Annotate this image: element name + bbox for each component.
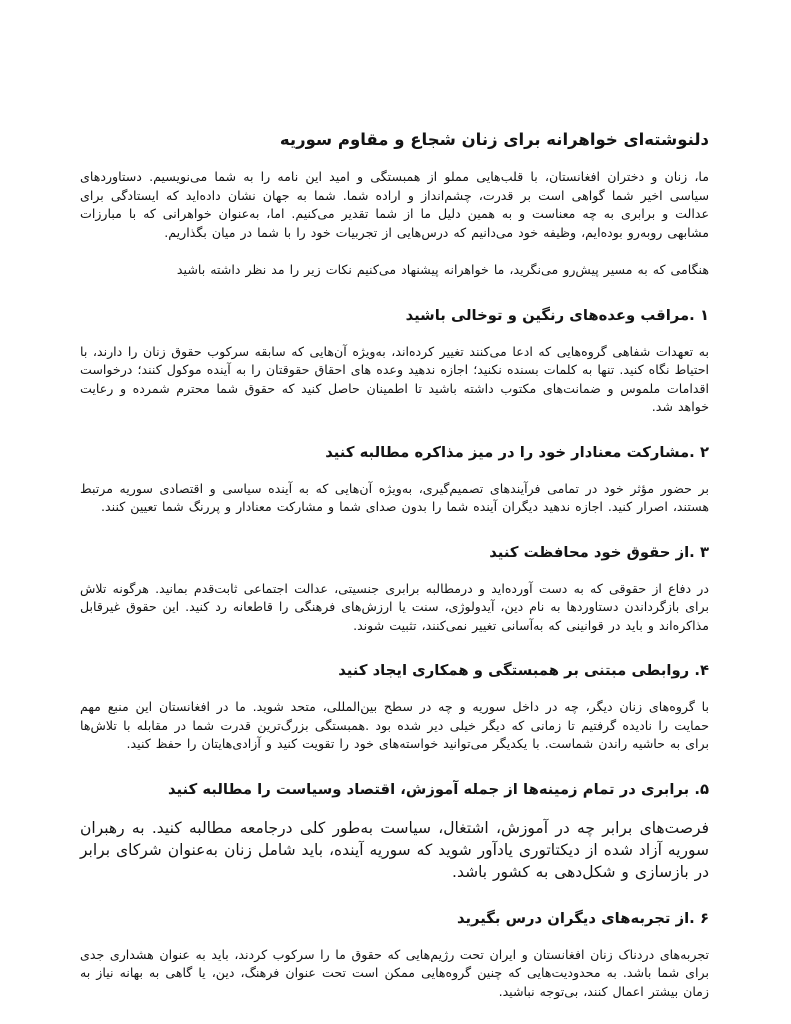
section-1	[80, 307, 709, 417]
section-5-heading: ۵. برابری در تمام زمینه‌ها از جمله آموزش، اقتصاد وسیاست را مطالبه کنید	[167, 780, 709, 798]
section-5-body: فرصت‌های برابر چه در آموزش، اشتغال، سیاست به‌طور کلی درجامعه مطالبه کنید. به رهبران سوریه آزاد شده از دیکتاتوری یادآور شوید که سوریه آینده، باید شامل زنان به‌عنوان شرکای برابر در بازسازی و شکل‌دهی به کشور باشد.	[80, 818, 709, 881]
section-5	[80, 781, 709, 883]
lead-sentence: هنگامی که به مسیر پیش‌رو می‌نگرید، ما خواهرانه پیشنهاد می‌کنیم نکات زیر را مد نظر داشته باشید	[176, 262, 709, 277]
section-4-body: با گروه‌های زنان دیگر، چه در داخل سوریه و چه در سطح بین‌المللی، متحد شوید. ما در افغانستان این منبع مهم حمایت را نادیده گرفتیم تا زمانی که دیگر خیلی دیر شده بود .همبستگی بزرگ‌ترین قدرت شما در مقابله با تلاش‌ها برای به حاشیه راندن شماست. با یکدیگر می‌توانید خواسته‌های خود را تقویت کنید و آزادی‌هایتان را حفظ کنید.	[80, 699, 709, 751]
section-3-body: در دفاع از حقوقی که به دست آورده‌اید و درمطالبه برابری جنسیتی، عدالت اجتماعی ثابت‌قدم بمانید. هرگونه تلاش برای بازگرداندن دستاوردها به نام دین، آیدولوژی، سنت یا ارزش‌های فرهنگی را قاطعانه رد کنید. این حقوق غیرقابل مذاکره‌اند و باید در قوانینی که به‌آسانی تغییر نمی‌کنند، تثبیت شوند.	[80, 580, 709, 633]
intro-paragraph: ما، زنان و دختران افغانستان، با قلب‌هایی مملو از همبستگی و امید این نامه را به شما می‌نویسیم. دستاوردهای سیاسی اخیر شما گواهی است بر قدرت، چشم‌انداز و اراده شما. شما به جهان نشان داده‌اید که ایستادگی برای عدالت و برابری به چه معناست و به همین دلیل ما از شما تقدیر می‌کنیم. اما، به‌عنوان خواهرانی که با مبارزات مشابهی روبه‌رو بوده‌ایم، وظیفه خود می‌دانیم که درس‌هایی از تجربیات خود را با شما در میان بگذاریم.	[80, 169, 709, 240]
section-6	[80, 910, 709, 1002]
section-2-heading: ۲ .مشارکت معنادار خود را در میز مذاکره مطالبه کنید	[325, 443, 709, 461]
section-6-heading: ۶ .از تجربه‌های دیگران درس بگیرید	[456, 909, 709, 927]
section-3	[80, 544, 709, 636]
section-3-heading: ۳ .از حقوق خود محافظت کنید	[489, 543, 709, 561]
document-title: دلنوشته‌ای خواهرانه برای زنان شجاع و مقاوم سوریه	[279, 130, 709, 149]
section-1-body: به تعهدات شفاهی گروه‌هایی که ادعا می‌کنند تغییر کرده‌اند، به‌ویژه آن‌هایی که سابقه سرکوب حقوق زنان را دارند، با احتیاط نگاه کنید. تنها به کلمات بسنده نکنید؛ اجازه ندهید وعده های احقاق حقوقتان را به آینده موکول کنند؛ درخواست اقدامات ملموس و ضمانت‌های مکتوب داشته باشید تا اطمینان حاصل کنید که حقوق شما محترم شمرده و رعایت خواهد شد.	[80, 343, 709, 414]
section-1-heading: ۱ .مراقب وعده‌های رنگین و توخالی باشید	[405, 306, 709, 324]
section-4-heading: ۴. روابطی مبتنی بر همبستگی و همکاری ایجاد کنید	[338, 662, 709, 679]
section-6-body: تجربه‌های دردناک زنان افغانستان و ایران تحت رژیم‌هایی که حقوق ما را سرکوب کردند، باید به عنوان هشداری جدی برای شما باشد. به محدودیت‌هایی که چنین گروه‌هایی ممکن است تحت عنوان فرهنگ، دین، یا گاهی به بهانه نیاز به زمان بیشتر اعمال کنند، بی‌توجه نباشید.	[80, 946, 709, 999]
section-4	[80, 662, 709, 754]
section-2-body: بر حضور مؤثر خود در تمامی فرآیندهای تصمیم‌گیری، به‌ویژه آن‌هایی که به آینده سیاسی و اقتصادی سوریه مرتبط هستند، اصرار کنید. اجازه ندهید دیگران آینده شما را بدون صدای شما و مشارکت معنادار و پررنگ شما تعیین کنند.	[80, 480, 709, 514]
section-2	[80, 444, 709, 517]
